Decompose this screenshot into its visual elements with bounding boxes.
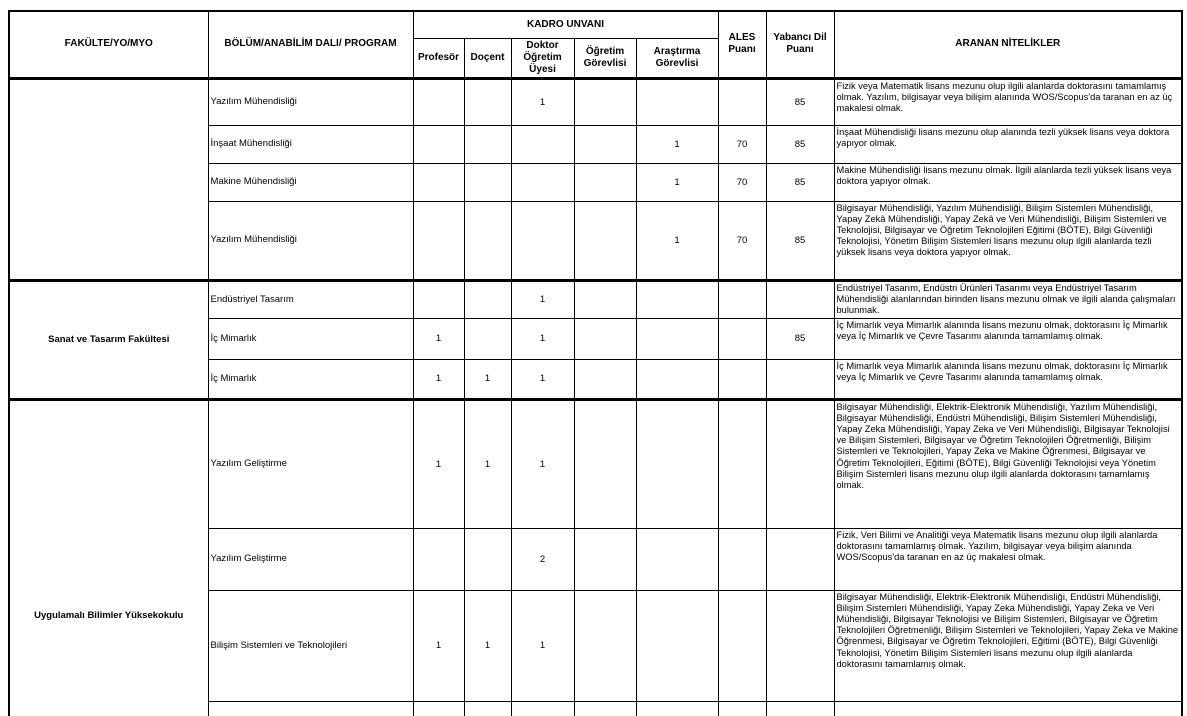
doktor-ogretim-uyesi-count-cell: 1 [511,399,574,528]
docent-count-cell [464,78,511,125]
profesor-count-cell: 1 [413,359,464,399]
doktor-ogretim-uyesi-count-cell: 1 [511,359,574,399]
arastirma-gorevlisi-count-cell: 1 [636,163,718,201]
profesor-count-cell: 1 [413,590,464,701]
header-row-top [9,11,1182,38]
col-header-program: BÖLÜM/ANABİLİM DALI/ PROGRAM [208,11,413,78]
profesor-count-cell [413,125,464,163]
program-cell: İç Mimarlık [208,318,413,359]
nitelikler-cell: Bilgisayar Mühendisliği, Yazılım Mühendisliği, Bilişim Sistemleri Mühendisliği, Yapay Zekâ Mühendisliği, Yapay Zekâ ve Veri Mühendisliği, Bilişim Sistemleri ve Teknolojisi, Bilgisayar ve Öğretim Teknolojileri Eğitimi (BÖTE), Bilgi Güvenliği Teknolojisi, Yönetim Bilişim Sistemleri lisans mezunu olup ilgili alanlarda tezli yüksek lisans veya doktora yapıyor olmak. [834,201,1182,280]
ogretim-gorevlisi-count-cell [574,590,636,701]
profesor-count-cell [413,163,464,201]
doktor-ogretim-uyesi-count-cell: 1 [511,318,574,359]
doktor-ogretim-uyesi-count-cell [511,201,574,280]
yabanci-dil-score-cell: 85 [766,318,834,359]
table-row [9,399,1182,528]
faculty-cell: Uygulamalı Bilimler Yüksekokulu [9,399,208,716]
ogretim-gorevlisi-count-cell [574,528,636,590]
docent-count-cell: 1 [464,590,511,701]
ales-score-cell [718,528,766,590]
yabanci-dil-score-cell [766,528,834,590]
arastirma-gorevlisi-count-cell [636,359,718,399]
academic-vacancy-table [8,10,1183,716]
table-row [9,78,1182,125]
nitelikler-cell: İç Mimarlık veya Mimarlık alanında lisans mezunu olmak, doktorasını İç Mimarlık veya İç Mimarlık ve Çevre Tasarımı alanında tamamlamış olmak. [834,318,1182,359]
ogretim-gorevlisi-count-cell [574,78,636,125]
col-header-ogretim-gorevlisi: Öğretim Görevlisi [574,38,636,78]
col-header-kadro-unvani: KADRO UNVANI [413,11,718,38]
ales-score-cell [718,590,766,701]
nitelikler-cell: Fizik, Veri Bilimi ve Analitiği veya Matematik lisans mezunu olup ilgili alanlarda doktorasını tamamlamış olmak. Yazılım, bilgisayar veya bilişim alanında WOS/Scopus'da taranan en az üç makalesi olmak. [834,528,1182,590]
col-header-ales: ALES Puanı [718,11,766,78]
table-row [9,280,1182,318]
profesor-count-cell [413,528,464,590]
program-cell: Yazılım Mühendisliği [208,201,413,280]
docent-count-cell [464,201,511,280]
arastirma-gorevlisi-count-cell [636,590,718,701]
col-header-profesor: Profesör [413,38,464,78]
ogretim-gorevlisi-count-cell [574,318,636,359]
profesor-count-cell [413,201,464,280]
program-cell [208,701,413,716]
yabanci-dil-score-cell [766,399,834,528]
doktor-ogretim-uyesi-count-cell [511,163,574,201]
nitelikler-cell: İnşaat Mühendisliği lisans mezunu olup alanında tezli yüksek lisans veya doktora yapıyor olmak. [834,125,1182,163]
program-cell: Endüstriyel Tasarım [208,280,413,318]
program-cell: Bilişim Sistemleri ve Teknolojileri [208,590,413,701]
ogretim-gorevlisi-count-cell [574,163,636,201]
program-cell: Makine Mühendisliği [208,163,413,201]
ales-score-cell: 70 [718,201,766,280]
arastirma-gorevlisi-count-cell [636,318,718,359]
yabanci-dil-score-cell: 85 [766,78,834,125]
arastirma-gorevlisi-count-cell: 1 [636,125,718,163]
ogretim-gorevlisi-count-cell [574,359,636,399]
doktor-ogretim-uyesi-count-cell: 2 [511,528,574,590]
col-header-yabanci-dil: Yabancı Dil Puanı [766,11,834,78]
arastirma-gorevlisi-count-cell [636,399,718,528]
yabanci-dil-score-cell [766,590,834,701]
profesor-count-cell: 1 [413,399,464,528]
doktor-ogretim-uyesi-count-cell [511,125,574,163]
nitelikler-cell: İç Mimarlık veya Mimarlık alanında lisans mezunu olmak, doktorasını İç Mimarlık veya İç Mimarlık ve Çevre Tasarımı alanında tamamlamış olmak. [834,359,1182,399]
nitelikler-cell: Bilgisayar Mühendisliği, Elektrik-Elektronik Mühendisliği, Endüstri Mühendisliği, Bilişim Sistemleri Mühendisliği, Yapay Zeka Mühendisliği, Yapay Zeka ve Veri Mühendisliği, Bilgisayar Teknolojisi ve Bilişim Sistemleri, Bilgisayar ve Öğretim Teknolojileri Öğretmenliği, Bilişim Sistemleri ve Teknolojileri, Yapay Zeka ve Makine Öğrenmesi, Bilgisayar ve Öğretim Teknolojileri, Eğitimi (BÖTE), Bilgi Güvenliği Teknolojisi, Yönetim Bilişim Sistemleri lisans mezunu olup ilgili alanlarda doktorasını tamamlamış olmak. [834,590,1182,701]
profesor-count-cell [413,78,464,125]
ogretim-gorevlisi-count-cell [574,399,636,528]
doktor-ogretim-uyesi-count-cell: 1 [511,78,574,125]
docent-count-cell [464,163,511,201]
ales-score-cell [718,359,766,399]
docent-count-cell: 1 [464,399,511,528]
profesor-count-cell [413,280,464,318]
docent-count-cell [464,125,511,163]
program-cell: Yazılım Geliştirme [208,528,413,590]
col-header-faculty: FAKÜLTE/YO/MYO [9,11,208,78]
doktor-ogretim-uyesi-count-cell: 1 [511,590,574,701]
nitelikler-cell: Endüstriyel Tasarım, Endüstri Ürünleri Tasarımı veya Endüstriyel Tasarım Mühendisliği alanlarından birinden lisans mezunu olmak ve ilgili alanda çalışmaları bulunmak. [834,280,1182,318]
nitelikler-cell: Makine Mühendisliği lisans mezunu olmak. İlgili alanlarda tezli yüksek lisans veya doktora yapıyor olmak. [834,163,1182,201]
faculty-cell: Sanat ve Tasarım Fakültesi [9,280,208,399]
ales-score-cell: 70 [718,163,766,201]
arastirma-gorevlisi-count-cell: 1 [636,201,718,280]
ogretim-gorevlisi-count-cell [574,125,636,163]
col-header-arastirma-gorevlisi: Araştırma Görevlisi [636,38,718,78]
col-header-docent: Doçent [464,38,511,78]
arastirma-gorevlisi-count-cell [636,280,718,318]
ales-score-cell: 70 [718,125,766,163]
yabanci-dil-score-cell: 85 [766,201,834,280]
docent-count-cell [464,318,511,359]
ales-score-cell [718,280,766,318]
ales-score-cell [718,78,766,125]
docent-count-cell [464,280,511,318]
yabanci-dil-score-cell [766,280,834,318]
col-header-nitelikler [834,11,1182,78]
profesor-count-cell: 1 [413,318,464,359]
program-cell: Yazılım Geliştirme [208,399,413,528]
ales-score-cell [718,318,766,359]
nitelikler-cell: Bilgisayar Mühendisliği, Elektrik-Elektronik Mühendisliği, Yazılım Mühendisliği, Bilgisayar Mühendisliği, Endüstri Mühendisliği, Bilişim Sistemleri Mühendisliği, Yapay Zeka Mühendisliği, Yapay Zeka ve Veri Mühendisliği, Bilgisayar Teknolojisi ve Bilişim Sistemleri, Bilgisayar ve Öğretim Teknolojileri Öğretmenliği, Bilişim Sistemleri ve Teknolojileri, Yapay Zeka ve Makine Öğrenmesi, Bilgisayar ve Öğretim Teknolojileri, Eğitimi (BÖTE), Bilgi Güvenliği Teknolojisi veya Yönetim Bilişim Sistemleri lisans mezunu olup ilgili alanlarda doktorasını tamamlamış olmak. [834,399,1182,528]
col-header-doktor-ogretim-uyesi: Doktor Öğretim Üyesi [511,38,574,78]
ogretim-gorevlisi-count-cell [574,280,636,318]
nitelikler-cell: Fizik veya Matematik lisans mezunu olup ilgili alanlarda doktorasını tamamlamış olmak. Yazılım, bilgisayar veya bilişim alanında WOS/Scopus'da taranan en az üç makalesi olmak. [834,78,1182,125]
faculty-cell [9,78,208,280]
docent-count-cell: 1 [464,359,511,399]
yabanci-dil-score-cell [766,359,834,399]
program-cell: Yazılım Mühendisliği [208,78,413,125]
arastirma-gorevlisi-count-cell [636,528,718,590]
ales-score-cell [718,399,766,528]
program-cell: İç Mimarlık [208,359,413,399]
yabanci-dil-score-cell: 85 [766,163,834,201]
program-cell: İnşaat Mühendisliği [208,125,413,163]
docent-count-cell [464,528,511,590]
col-header-nitelikler-label: ARANAN NİTELİKLER [955,38,1061,50]
ogretim-gorevlisi-count-cell [574,201,636,280]
arastirma-gorevlisi-count-cell [636,78,718,125]
yabanci-dil-score-cell: 85 [766,125,834,163]
doktor-ogretim-uyesi-count-cell: 1 [511,280,574,318]
